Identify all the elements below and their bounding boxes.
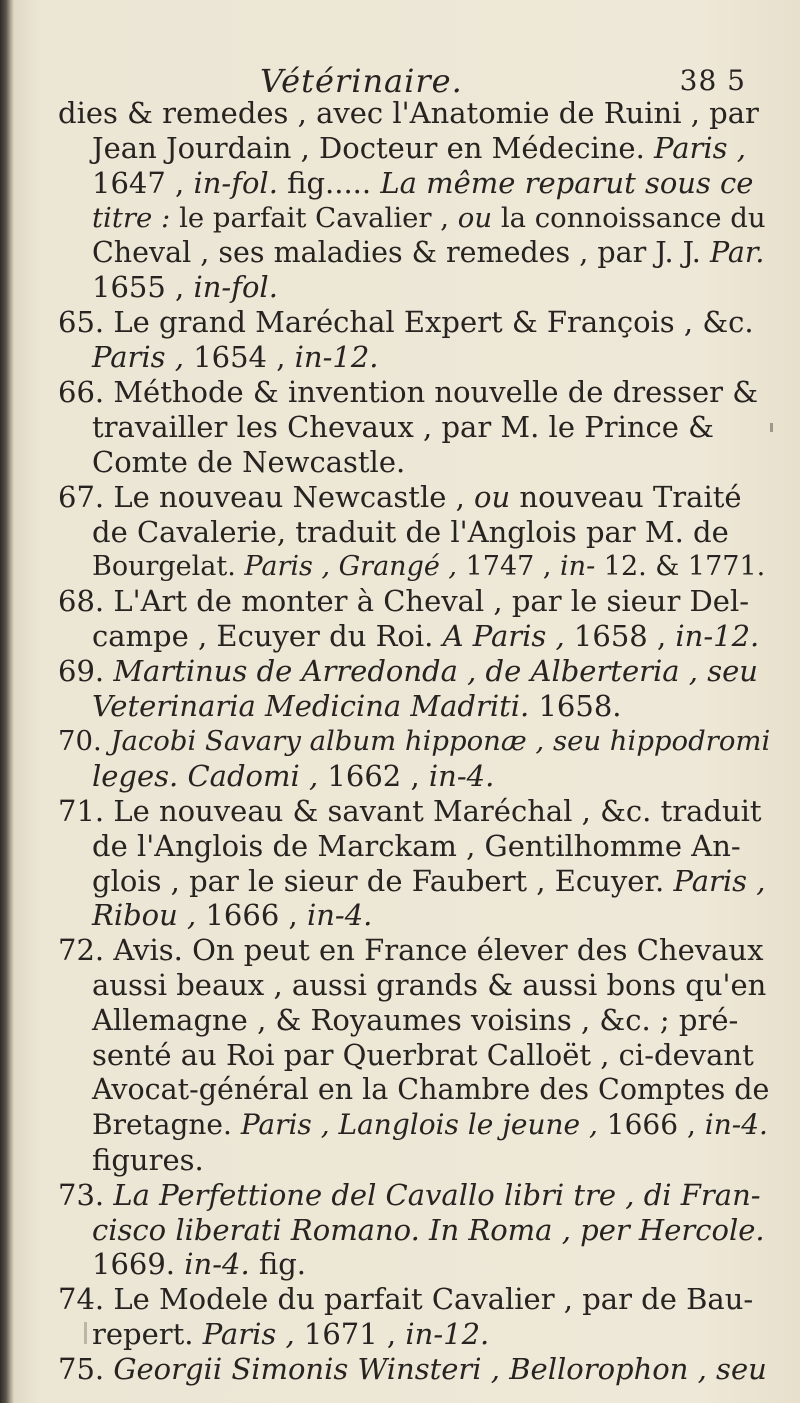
italic-text: Par. [709,235,765,269]
text-line [58,1038,772,1073]
text-segment: 1654 , [193,340,295,375]
italic-text: Paris , Langlois le jeune , [240,1107,598,1141]
text-line [58,166,772,201]
page-number: 38 5 [679,64,746,97]
italic-text: Paris , [654,130,746,165]
text-line [58,1178,772,1213]
text-line [58,1247,772,1282]
italic-text: in-12. [405,1317,490,1352]
text-segment: aussi beaux , aussi grands & aussi bons qu'en [92,968,767,1003]
text-segment: senté au Roi par Querbrat Calloët , ci-devant [92,1038,754,1073]
text-line [58,236,772,271]
italic-text: in-4. [184,1247,250,1282]
catalog-entries [58,96,772,1387]
italic-text: Veterinaria Medicina Madriti. [92,689,530,724]
text-line [58,898,772,933]
text-segment: Jean Jourdain , Docteur en Médecine. [92,130,655,165]
text-line [58,1213,772,1248]
text-line [58,340,772,375]
text-segment: fig. [249,1247,307,1282]
text-line [58,968,772,1003]
text-segment: la connoissance du [492,201,766,234]
text-segment: 66. Méthode & invention nouvelle de dresser & [58,375,759,410]
text-segment: fig..... [277,165,381,200]
italic-text: leges. Cadomi , [92,758,319,793]
text-line [58,584,772,619]
text-segment: nouveau Traité [510,479,742,514]
text-line [58,654,772,689]
italic-text: cisco liberati Romano. In Roma , per Hercole. [92,1212,765,1247]
text-line [58,96,772,131]
text-line [58,305,772,340]
text-segment: Comte de Newcastle. [92,444,406,479]
italic-text: Paris , Grangé , [244,550,457,582]
text-segment: 1655 , [92,270,194,305]
text-segment: 73. [58,1177,114,1212]
text-segment: Bourgelat. [92,550,245,582]
text-line [58,1317,772,1352]
italic-text: Paris , [202,1317,295,1352]
italic-text: A Paris , [442,619,565,654]
italic-text: in-4. [306,898,373,933]
text-segment: Bretagne. [92,1107,241,1141]
ink-mark [84,1322,87,1344]
text-segment: 1662 , [318,758,429,793]
text-line [58,131,772,166]
text-line [58,864,772,899]
italic-text: Paris , [673,863,766,898]
running-title: Vétérinaire. [260,62,463,100]
text-segment: travailler les Chevaux , par M. le Prince & [92,410,714,445]
italic-text: La Perfettione del Cavallo libri tre , di Fran- [113,1177,761,1212]
text-segment: le parfait Cavalier , [170,201,458,234]
text-segment: 12. & 1771. [595,550,766,582]
text-segment: figures. [92,1142,204,1177]
text-segment: 1658. [529,689,622,724]
text-segment: 65. Le grand Maréchal Expert & François , &c. [58,305,754,340]
text-segment: 1669. [92,1247,185,1282]
text-line [58,619,772,654]
text-line [58,375,772,410]
italic-text: in-4. [704,1107,768,1141]
ink-mark [770,423,773,432]
text-segment: 75. [58,1352,114,1387]
text-line [58,410,772,445]
text-segment: 72. Avis. On peut en France élever des Chevaux [58,933,764,968]
text-line [58,1003,772,1038]
italic-text: Ribou , [92,898,197,933]
text-segment: Avocat-général en la Chambre des Comptes de [92,1072,770,1106]
text-line [58,689,772,724]
italic-text: La même reparut sous ce [380,165,754,200]
italic-text: Jacobi Savary album hipponæ , seu hippodromi [110,725,771,758]
text-line [58,829,772,864]
italic-text: in-12. [675,619,760,654]
text-line [58,515,772,550]
text-line [58,201,772,236]
text-segment: 68. L'Art de monter à Cheval , par le sieur Del- [58,584,750,619]
text-segment: dies & remedes , avec l'Anatomie de Ruini , par [58,96,759,130]
text-line [58,1352,772,1387]
text-segment: 69. [58,654,114,689]
italic-text: in-fol. [193,165,278,200]
text-line [58,1143,772,1178]
italic-text: ou [457,201,493,234]
text-line [58,1108,772,1143]
text-segment: campe , Ecuyer du Roi. [92,619,443,654]
text-line [58,550,772,585]
text-segment: 1647 , [92,165,194,200]
text-line [58,480,772,515]
italic-text: ou [474,479,511,514]
text-segment: 1671 , [294,1317,406,1352]
text-segment: Cheval , ses maladies & remedes , par J. J. [92,235,710,269]
text-segment: 70. [58,725,111,758]
italic-text: in-fol. [193,270,278,305]
text-line [58,1073,772,1108]
text-segment: de l'Anglois de Marckam , Gentilhomme An- [92,828,741,863]
text-line [58,759,772,794]
text-segment: de Cavalerie, traduit de l'Anglois par M. de [92,514,729,549]
text-segment: 67. Le nouveau Newcastle , [58,479,475,514]
italic-text: Paris , [92,340,194,375]
text-segment: Allemagne , & Royaumes voisins , &c. ; pré- [92,1003,739,1038]
binding-gutter [0,0,14,1403]
italic-text: in- [560,550,596,582]
text-line [58,1282,772,1317]
text-segment: 1747 , [457,550,561,582]
italic-text: titre : [92,201,171,234]
italic-text: Georgii Simonis Winsteri , Bellorophon , seu [113,1352,767,1387]
text-segment: 1666 , [196,898,307,933]
italic-text: Martinus de Arredonda , de Alberteria , seu [113,654,758,689]
text-line [58,445,772,480]
text-line [58,794,772,829]
text-segment: 74. Le Modele du parfait Cavalier , par de Bau- [58,1282,754,1317]
italic-text: in-12. [294,340,379,375]
italic-text: in-4. [428,758,495,793]
text-segment: 1666 , [597,1107,705,1141]
text-segment: repert. [92,1317,203,1352]
text-line [58,724,772,759]
text-segment: 1658 , [564,619,676,654]
text-segment: 71. Le nouveau & savant Maréchal , &c. traduit [58,793,762,828]
text-segment: glois , par le sieur de Faubert , Ecuyer. [92,863,674,898]
text-line [58,270,772,305]
text-line [58,933,772,968]
